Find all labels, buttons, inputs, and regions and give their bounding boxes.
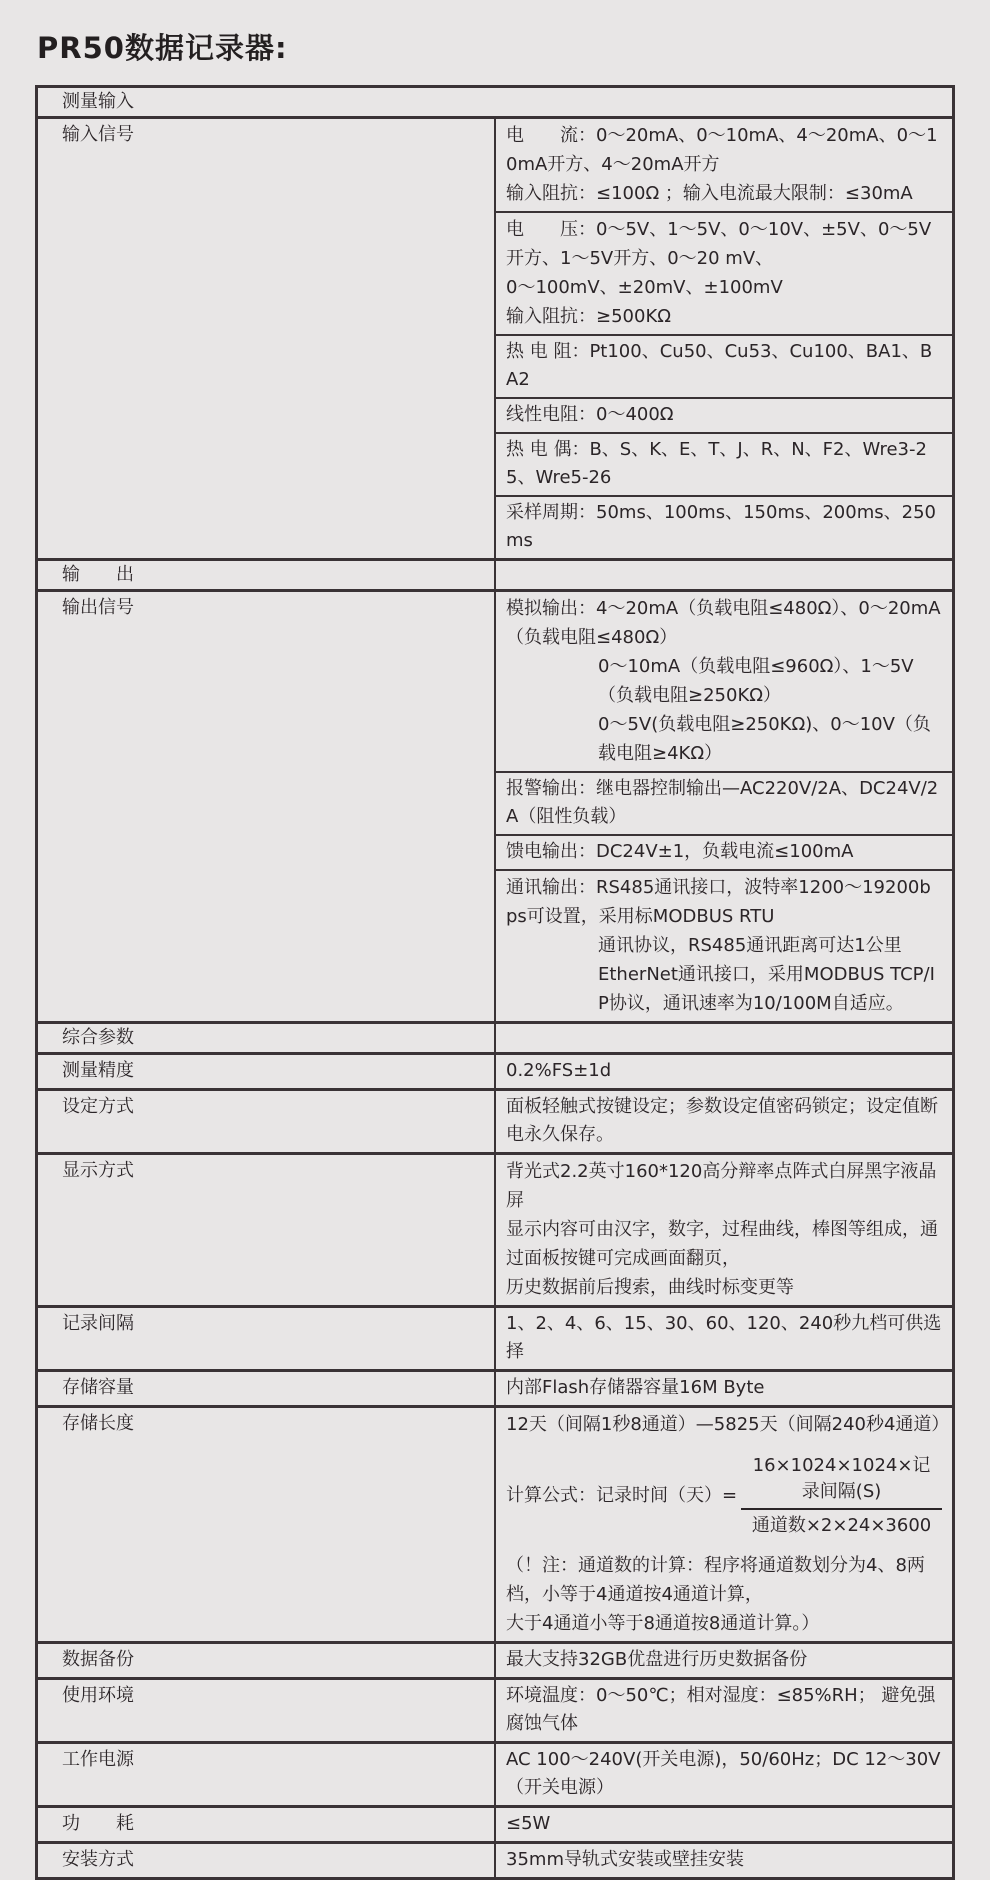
backup-value-cell: 最大支持32GB优盘进行历史数据备份 [495,1643,954,1679]
consumption-value-cell: ≤5W [495,1807,954,1843]
backup-label-cell: 数据备份 [37,1643,496,1679]
environment-value-cell: 环境温度：0～50℃；相对湿度：≤85%RH； 避免强腐蚀气体 [495,1679,954,1743]
installation-label-cell: 安装方式 [37,1843,496,1879]
value-line: 电 压：0～5V、1～5V、0～10V、±5V、0～5V开方、1～5V开方、0～20 mV、 [506,219,932,269]
output-feed-cell: 馈电输出：DC24V±1，负载电流≤100mA [495,835,954,870]
input-sampling-cell: 采样周期：50ms、100ms、150ms、200ms、250ms [495,496,954,560]
value-line: 历史数据前后搜索，曲线时标变更等 [506,1277,794,1298]
accuracy-label-cell: 测量精度 [37,1054,496,1090]
storage-length-label-cell: 存储长度 [37,1407,496,1643]
accuracy-value-cell: 0.2%FS±1d [495,1054,954,1090]
row-output-header [37,560,954,591]
value-line: 0～100mV、±20mV、±100mV [506,277,783,298]
spec-table [35,85,955,1880]
row-backup [37,1643,954,1679]
storage-length-value-cell [495,1407,954,1643]
setting-value-cell: 面板轻触式按键设定；参数设定值密码锁定；设定值断电永久保存。 [495,1090,954,1154]
row-installation [37,1843,954,1879]
environment-label-cell: 使用环境 [37,1679,496,1743]
row-power [37,1743,954,1807]
storage-note-line: （！注：通道数的计算：程序将通道数划分为4、8两档，小等于4通道按4通道计算， [506,1555,925,1605]
page-title: PR50数据记录器: [37,31,288,65]
fraction-denominator: 通道数×2×24×3600 [751,1515,932,1536]
section-header-cell: 输 出 [37,560,496,591]
value-line: 通讯输出：RS485通讯接口，波特率1200～19200bps可设置，采用标MODBUS RTU [506,877,931,927]
value-line: 电 流：0～20mA、0～10mA、4～20mA、0～10mA开方、4～20mA开方 [506,125,938,175]
row-output-signal-analog [37,591,954,773]
input-rtd-cell: 热 电 阻：Pt100、Cu50、Cu53、Cu100、BA1、BA2 [495,335,954,398]
setting-label-cell: 设定方式 [37,1090,496,1154]
storage-capacity-value-cell: 内部Flash存储器容量16M Byte [495,1371,954,1407]
formula-fraction [741,1453,942,1539]
fraction-numerator: 16×1024×1024×记录间隔(S) [741,1453,942,1510]
row-storage-length [37,1407,954,1643]
storage-range-line: 12天（间隔1秒8通道）—5825天（间隔240秒4通道） [506,1414,950,1435]
row-record-interval [37,1307,954,1371]
value-line: 显示内容可由汉字，数字，过程曲线，棒图等组成，通过面板按键可完成画面翻页， [506,1219,938,1269]
record-interval-label-cell: 记录间隔 [37,1307,496,1371]
output-analog-cell [495,591,954,773]
section-header-cell: 综合参数 [37,1023,496,1054]
installation-value-cell: 35mm导轨式安装或壁挂安装 [495,1843,954,1879]
row-environment [37,1679,954,1743]
row-accuracy [37,1054,954,1090]
value-line: 通讯协议，RS485通讯距离可达1公里 [598,935,902,956]
value-line: 0～10mA（负载电阻≤960Ω）、1～5V（负载电阻≥250KΩ） [598,656,914,706]
formula-prefix: 计算公式：记录时间（天）= [506,1485,738,1506]
value-line: 模拟输出：4～20mA（负载电阻≤480Ω）、0～20mA（负载电阻≤480Ω） [506,598,941,648]
input-voltage-cell [495,212,954,335]
row-setting [37,1090,954,1154]
value-line: 输入阻抗：≥500KΩ [506,306,671,327]
storage-formula [506,1453,942,1539]
display-value-cell [495,1154,954,1307]
output-comm-cell [495,870,954,1023]
row-consumption [37,1807,954,1843]
output-signal-label-cell: 输出信号 [37,591,496,1023]
input-linear-res-cell: 线性电阻：0～400Ω [495,398,954,433]
power-value-cell: AC 100～240V(开关电源)，50/60Hz；DC 12～30V（开关电源） [495,1743,954,1807]
record-interval-value-cell: 1、2、4、6、15、30、60、120、240秒九档可供选择 [495,1307,954,1371]
consumption-label-cell: 功 耗 [37,1807,496,1843]
storage-capacity-label-cell: 存储容量 [37,1371,496,1407]
value-line: EtherNet通讯接口，采用MODBUS TCP/IP协议，通讯速率为10/100M自适应。 [598,964,935,1014]
section-header-cell: 测量输入 [37,87,954,118]
value-line: 输入阻抗：≤100Ω ；输入电流最大限制：≤30mA [506,183,913,204]
row-input-signal-current [37,118,954,213]
power-label-cell: 工作电源 [37,1743,496,1807]
row-storage-capacity [37,1371,954,1407]
storage-note-line: 大于4通道小等于8通道按8通道计算。） [506,1613,820,1634]
empty-cell [495,1023,954,1054]
row-general-header [37,1023,954,1054]
row-measure-input-header [37,87,954,118]
value-line: 0～5V(负载电阻≥250KΩ)、0～10V（负载电阻≥4KΩ） [598,714,931,764]
display-label-cell: 显示方式 [37,1154,496,1307]
input-thermocouple-cell: 热 电 偶：B、S、K、E、T、J、R、N、F2、Wre3-25、Wre5-26 [495,433,954,496]
input-signal-label-cell: 输入信号 [37,118,496,560]
row-display [37,1154,954,1307]
input-current-cell [495,118,954,213]
empty-cell [495,560,954,591]
output-alarm-cell: 报警输出：继电器控制输出—AC220V/2A、DC24V/2A（阻性负载） [495,772,954,835]
value-line: 背光式2.2英寸160*120高分辩率点阵式白屏黑字液晶屏 [506,1161,937,1211]
